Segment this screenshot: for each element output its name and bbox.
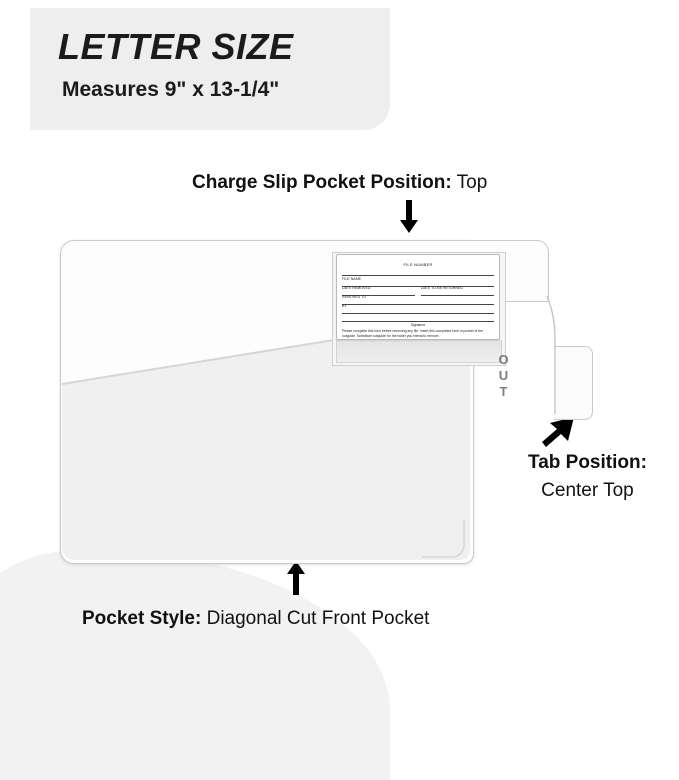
callout-charge-slip-label: Charge Slip Pocket Position: [192,172,452,193]
callout-tab-label: Tab Position: [528,452,647,473]
charge-slip-form [336,254,500,340]
slip-instructions: Please complete this form before removing any file. Insert this completed form in pocket of the outguide. Substitute outguide for the folder you intend to remove. [342,329,483,338]
arrow-down-icon [398,200,420,234]
background-swoosh [0,550,390,780]
arrow-up-icon [285,560,307,596]
page-subtitle: Measures 9" x 13-1/4" [62,78,280,101]
slip-rule-top [342,268,494,276]
callout-tab-value: Center Top [541,480,634,501]
slip-row-by [342,305,494,314]
tab-connector-edge [546,296,560,416]
callout-charge-slip [192,172,487,194]
product-illustration [60,240,540,565]
slip-field-filename: FILE NAME [342,278,494,287]
callout-pocket-style-label: Pocket Style: [82,608,202,629]
tab-label: OUT [496,352,511,400]
pocket-corner-notch [420,515,470,560]
page-title: LETTER SIZE [58,26,294,67]
slip-field-removed-to: REMOVED TO [342,296,494,305]
slip-title: FILE NUMBER [403,262,433,267]
callout-charge-slip-value: Top [456,172,488,193]
slip-signature-label: Signature [342,321,494,327]
charge-slip-pocket-lip [336,340,502,363]
callout-pocket-style-value: Diagonal Cut Front Pocket [206,608,430,629]
slip-field-date-returned: DATE TO BE RETURNED [421,287,494,296]
slip-field-by: BY [342,305,494,314]
slip-field-date-removed: DATE REMOVED [342,287,415,296]
callout-pocket-style [82,608,429,630]
slip-row-removed-to [342,296,494,305]
